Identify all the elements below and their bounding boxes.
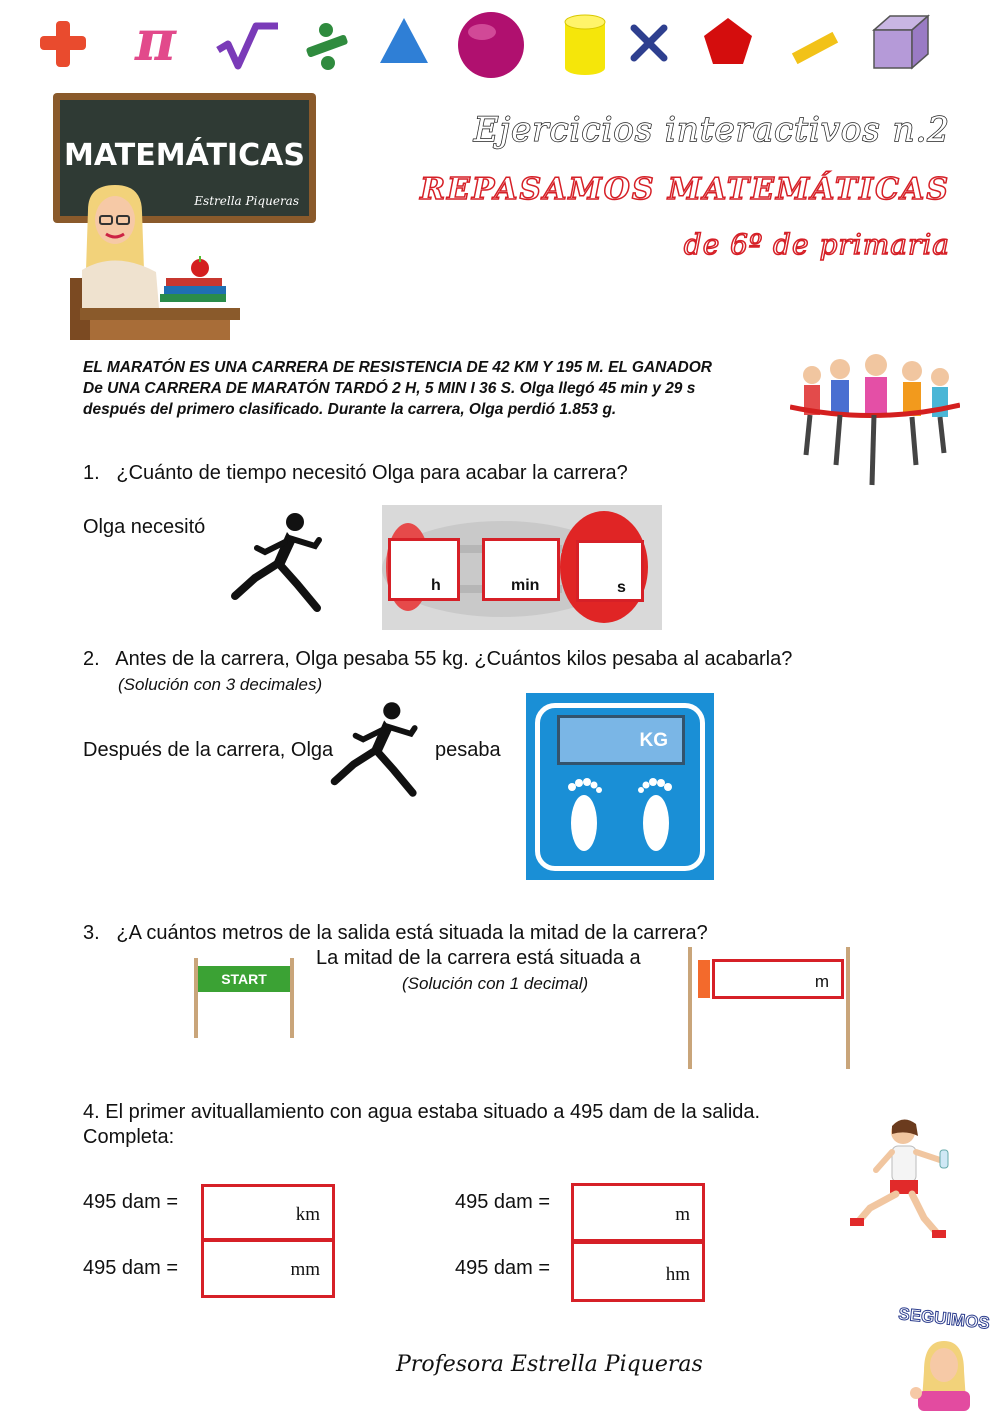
q3-unit: m <box>814 972 829 991</box>
hours-input[interactable] <box>388 538 460 601</box>
half-distance-input[interactable] <box>712 959 844 999</box>
footer-signature: Profesora Estrella Piqueras <box>396 1352 703 1377</box>
title-line2: REPASAMOS MATEMÁTICAS <box>420 172 950 207</box>
scale-unit: KG <box>639 730 668 751</box>
q2-question: 2. Antes de la carrera, Olga pesaba 55 kg. ¿Cuántos kilos pesaba al acabarla? <box>83 648 793 670</box>
conv-hm-input[interactable] <box>571 1241 705 1302</box>
finish-banner <box>686 945 854 1070</box>
conv-row-km-label: 495 dam = <box>83 1191 179 1213</box>
ruler-icon <box>792 32 838 64</box>
seguimos-badge <box>890 1305 998 1410</box>
runner-girl-image <box>848 1112 958 1242</box>
conv-hm-unit: hm <box>665 1264 690 1285</box>
plus-icon <box>40 21 86 67</box>
runner-silhouette-2 <box>325 695 430 803</box>
triangle-icon <box>380 18 428 63</box>
q3-note: (Solución con 1 decimal) <box>402 974 589 993</box>
conv-row-m-label: 495 dam = <box>455 1191 551 1213</box>
conv-m-unit: m <box>675 1204 690 1225</box>
bathroom-scale <box>526 693 714 880</box>
conv-km-input[interactable] <box>201 1184 335 1241</box>
runner-silhouette-1 <box>225 508 335 616</box>
intro-line2: De UNA CARRERA DE MARATÓN TARDÓ 2 H, 5 MIN I 36 S. Olga llegó 45 min y 29 s <box>83 380 696 397</box>
pi-icon <box>134 8 177 74</box>
q2-label-after: pesaba <box>435 739 501 761</box>
intro-line3: después del primero clasificado. Durante la carrera, Olga perdió 1.853 g. <box>83 401 617 418</box>
title-line1: Ejercicios interactivos n.2 <box>473 110 950 150</box>
conv-mm-input[interactable] <box>201 1239 335 1298</box>
conv-row-hm-label: 495 dam = <box>455 1257 551 1279</box>
runners-group-image <box>790 345 960 500</box>
unit-h: h <box>431 577 441 594</box>
conv-km-unit: km <box>295 1204 320 1225</box>
conv-row-mm-label: 495 dam = <box>83 1257 179 1279</box>
minutes-input[interactable] <box>482 538 560 601</box>
q3-label: La mitad de la carrera está situada a <box>316 947 641 969</box>
q3-question: 3. ¿A cuántos metros de la salida está situada la mitad de la carrera? <box>83 922 708 944</box>
cube-icon <box>874 16 928 68</box>
divide-icon <box>306 23 349 70</box>
math-icons-strip <box>30 8 990 80</box>
teacher-avatar <box>60 180 245 340</box>
intro-text <box>83 357 783 420</box>
q2-note: (Solución con 3 decimales) <box>118 675 323 694</box>
q1-label: Olga necesitó <box>83 516 206 538</box>
q1-question: 1. ¿Cuánto de tiempo necesitó Olga para acabar la carrera? <box>83 462 628 484</box>
conv-m-input[interactable] <box>571 1183 705 1242</box>
intro-line1: EL MARATÓN ES UNA CARRERA DE RESISTENCIA DE 42 KM Y 195 M. EL GANADOR <box>83 359 712 376</box>
q4-question-line1: 4. El primer avituallamiento con agua estaba situado a 495 dam de la salida. <box>83 1101 761 1123</box>
times-icon <box>634 28 664 58</box>
seguimos-label: SEGUIMOS <box>897 1304 991 1333</box>
seconds-input[interactable] <box>576 540 644 602</box>
q2-label-before: Después de la carrera, Olga <box>83 739 334 761</box>
shoe-sole-panel <box>382 505 662 630</box>
unit-min: min <box>511 577 540 594</box>
title-line3: de 6º de primaria <box>683 228 950 261</box>
footprints-icon <box>526 693 714 880</box>
board-signature: Estrella Piqueras <box>194 194 299 208</box>
cylinder-icon <box>565 15 605 75</box>
q4-question-line2: Completa: <box>83 1126 175 1148</box>
svg-text:π: π <box>135 8 176 74</box>
pentagon-icon <box>704 18 752 64</box>
start-banner <box>192 958 298 1038</box>
start-label: START <box>221 971 267 987</box>
unit-s: s <box>617 579 626 596</box>
sphere-icon <box>458 12 524 78</box>
board-title: MATEMÁTICAS <box>64 138 305 173</box>
conv-mm-unit: mm <box>290 1259 320 1280</box>
sqrt-icon <box>218 26 278 66</box>
